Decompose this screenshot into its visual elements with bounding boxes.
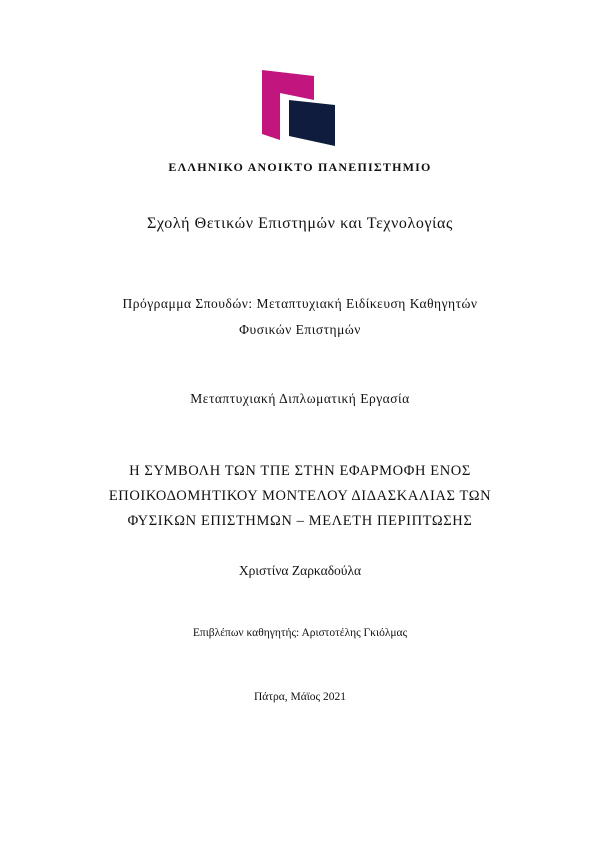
thesis-title-line-1: Η ΣΥΜΒΟΛΗ ΤΩΝ ΤΠΕ ΣΤΗΝ ΕΦΑΡΜΟΦΗ ΕΝΟΣ xyxy=(129,463,471,479)
place-date: Πάτρα, Μάϊος 2021 xyxy=(254,691,346,703)
logo-navy-shape xyxy=(289,100,335,146)
program-line-1: Πρόγραμμα Σπουδών: Μεταπτυχιακή Ειδίκευση Καθηγητών xyxy=(122,296,478,311)
university-logo xyxy=(262,70,336,146)
school-name: Σχολή Θετικών Επιστημών και Τεχνολογίας xyxy=(147,215,453,232)
supervisor: Επιβλέπων καθηγητής: Αριστοτέλης Γκιόλμας xyxy=(192,627,408,639)
thesis-title-line-2: ΕΠΟΙΚΟΔΟΜΗΤΙΚΟΥ ΜΟΝΤΕΛΟΥ ΔΙΔΑΣΚΑΛΙΑΣ ΤΩΝ xyxy=(108,488,492,504)
thesis-type: Μεταπτυχιακή Διπλωματική Εργασία xyxy=(190,391,410,406)
author-name: Χριστίνα Ζαρκαδούλα xyxy=(238,563,362,578)
program-line-2: Φυσικών Επιστημών xyxy=(239,322,361,337)
thesis-title-line-3: ΦΥΣΙΚΩΝ ΕΠΙΣΤΗΜΩΝ – ΜΕΛΕΤΗ ΠΕΡΙΠΤΩΣΗΣ xyxy=(127,513,473,529)
university-name: ΕΛΛΗΝΙΚΟ ΑΝΟΙΚΤΟ ΠΑΝΕΠΙΣΤΗΜΙΟ xyxy=(168,160,432,174)
